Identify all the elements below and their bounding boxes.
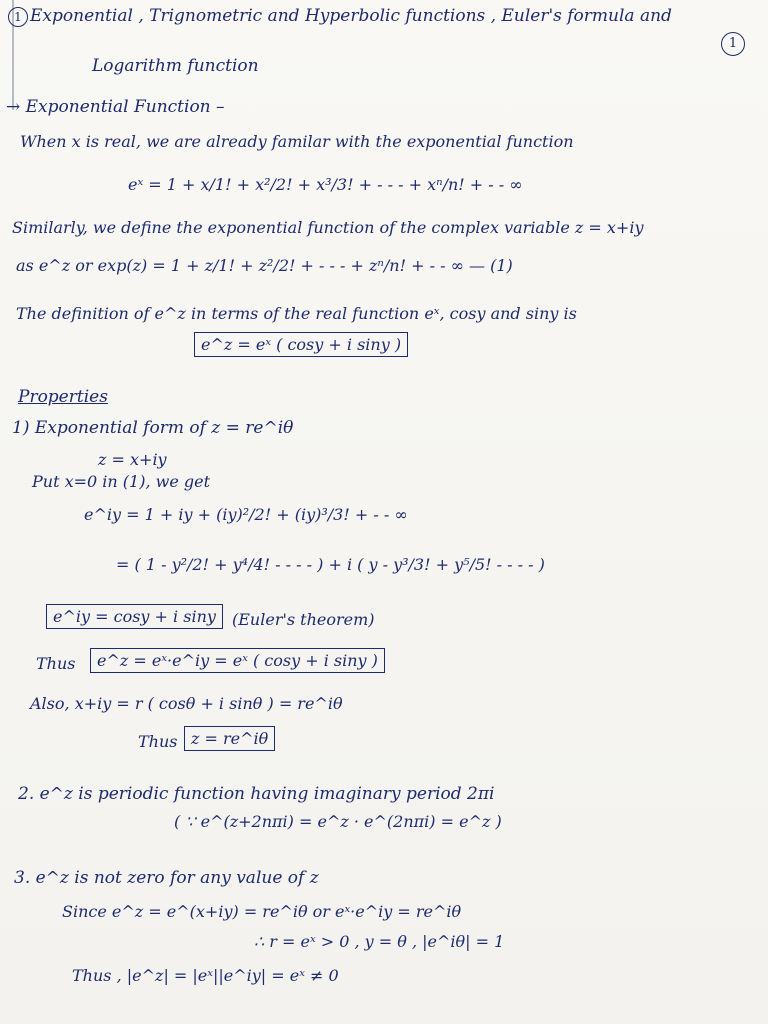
z-equation: z = x+iy bbox=[98, 450, 167, 469]
property-2-reason: ( ∵ e^(z+2nπi) = e^z · e^(2nπi) = e^z ) bbox=[174, 812, 502, 831]
put-x-zero: Put x=0 in (1), we get bbox=[32, 472, 211, 491]
exp-series-real: eˣ = 1 + x/1! + x²/2! + x³/3! + - - - + xⁿ/n! + - - ∞ bbox=[128, 175, 523, 194]
euler-box: e^iy = cosy + i siny bbox=[46, 604, 223, 629]
properties-heading: Properties bbox=[18, 387, 108, 407]
euler-note: (Euler's theorem) bbox=[232, 610, 375, 629]
property-3-since: Since e^z = e^(x+iy) = re^iθ or eˣ·e^iy = re^iθ bbox=[62, 902, 462, 921]
thus-box: e^z = eˣ·e^iy = eˣ ( cosy + i siny ) bbox=[90, 648, 385, 673]
also-line: Also, x+iy = r ( cosθ + i sinθ ) = re^iθ bbox=[30, 694, 343, 713]
property-1-title: 1) Exponential form of z = re^iθ bbox=[12, 418, 294, 438]
exp-as-series: as e^z or exp(z) = 1 + z/1! + z²/2! + - - - + zⁿ/n! + - - ∞ — (1) bbox=[16, 256, 513, 275]
exp-similarly: Similarly, we define the exponential function of the complex variable z = x+iy bbox=[12, 218, 644, 237]
title-line-1 bbox=[8, 6, 672, 27]
property-3-title: 3. e^z is not zero for any value of z bbox=[14, 868, 319, 888]
title-text: Exponential , Trignometric and Hyperbolic functions , Euler's formula and bbox=[30, 6, 672, 26]
thus2-box: z = re^iθ bbox=[184, 726, 275, 751]
exp-heading: → Exponential Function – bbox=[6, 97, 225, 117]
thus-label: Thus bbox=[36, 654, 76, 673]
eiy-grouped: = ( 1 - y²/2! + y⁴/4! - - - - ) + i ( y - y³/3! + y⁵/5! - - - - ) bbox=[116, 555, 545, 574]
page-number: 1 bbox=[721, 32, 745, 56]
property-3-therefore: ∴ r = eˣ > 0 , y = θ , |e^iθ| = 1 bbox=[254, 932, 505, 951]
thus2-label: Thus bbox=[138, 732, 178, 751]
title-line-2: Logarithm function bbox=[92, 56, 259, 76]
eiy-series: e^iy = 1 + iy + (iy)²/2! + (iy)³/3! + - - ∞ bbox=[84, 505, 408, 524]
section-number: 1 bbox=[8, 7, 28, 27]
property-3-thus: Thus , |e^z| = |eˣ||e^iy| = eˣ ≠ 0 bbox=[72, 966, 339, 985]
exp-definition: The definition of e^z in terms of the real function eˣ, cosy and siny is bbox=[16, 304, 577, 323]
property-2-title: 2. e^z is periodic function having imaginary period 2πi bbox=[18, 784, 495, 804]
definition-box: e^z = eˣ ( cosy + i siny ) bbox=[194, 332, 408, 357]
exp-intro: When x is real, we are already familar with the exponential function bbox=[20, 132, 574, 151]
